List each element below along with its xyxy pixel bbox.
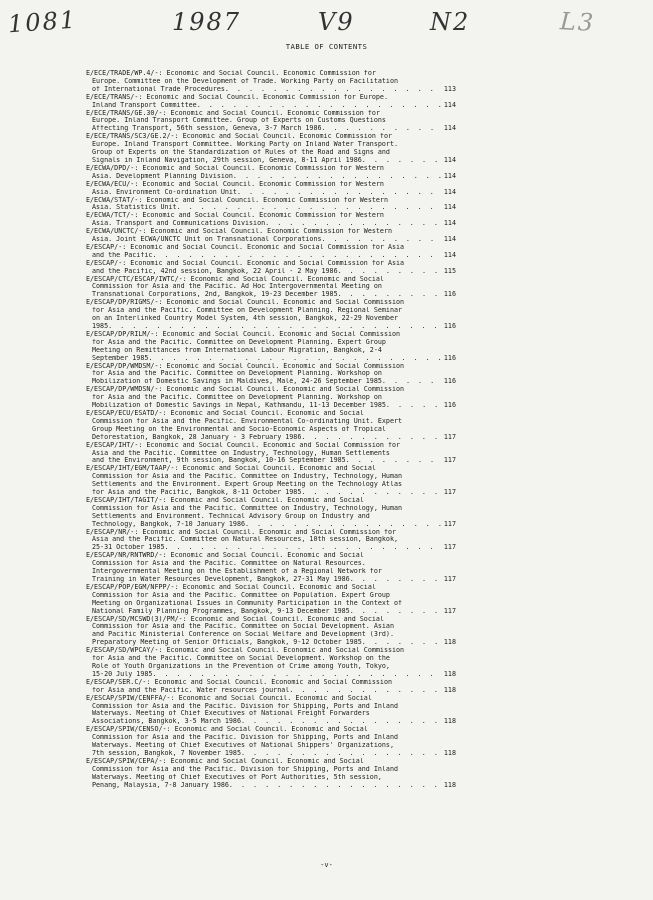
toc-entry-text: E/ECE/TRANS/-: Economic and Social Council. Economic Commission for Europe. [86,93,388,101]
toc-entry-line [86,133,456,141]
toc-entry-text: Meeting on Remittances from International Labour Migration, Bangkok, 2-4 [92,346,382,354]
toc-entry-line [86,283,456,291]
toc-entry [86,94,456,110]
toc-entry [86,679,456,695]
toc-entry-text: Commission for Asia and the Pacific. Committee on Industry, Technology, Human [92,504,403,512]
dot-leader [322,125,443,133]
toc-entry-line [86,584,456,592]
toc-entry [86,70,456,94]
toc-entry-text: Asia. Statistics Unit [92,204,177,212]
toc-entry-line [86,418,456,426]
toc-entry [86,165,456,181]
toc-entry-text: E/ESCAP/IHT/TAGIT/-: Economic and Social Council. Economic and Social [86,496,364,504]
toc-entry-text: Transnational Corporations, 2nd, Bangkok, 19-23 December 1985 [92,291,338,299]
table-of-contents [86,70,456,789]
toc-entry-line [86,703,456,711]
toc-entry-text: Commission for Asia and the Pacific. Division for Shipping, Ports and Inland [92,734,398,742]
handwritten-note-3: V9 [318,8,355,36]
toc-entry-line [86,386,456,394]
toc-entry-text: Europe. Inland Transport Committee. Group of Experts on Customs Questions [92,117,386,125]
toc-entry-line [86,710,456,718]
toc-entry-text: Inland Transport Committee [92,101,197,109]
toc-entry-text: Role of Youth Organizations in the Prevention of Crime among Youth, Tokyo, [92,662,390,670]
toc-entry-line [86,426,456,434]
toc-entry-line [86,465,456,473]
toc-entry-text: of International Trade Procedures [92,85,225,93]
toc-page-number: 116 [443,290,456,299]
toc-entry-text: Commission for Asia and the Pacific. Committee on Social Development. Asian [92,623,394,631]
toc-page-number: 117 [443,519,456,528]
toc-entry-text: Mobilization of Domestic Savings in Nepal, Kathmandu, 11-13 December 1985 [92,402,386,410]
toc-entry-line [86,608,456,616]
dot-leader [338,291,442,299]
toc-entry [86,181,456,197]
toc-entry-text: Associations, Bangkok, 3-5 March 1986 [92,718,241,726]
toc-entry-text: for Asia and the Pacific. Committee on Development Planning. Expert Group [92,338,386,346]
toc-entry-text: Europe. Committee on the Development of Trade. Working Party on Facilitation [92,77,398,85]
toc-entry [86,212,456,228]
toc-entry [86,260,456,276]
toc-entry-line [86,655,456,663]
toc-entry [86,299,456,331]
toc-entry-line [86,252,456,260]
toc-entry [86,244,456,260]
toc-entry-text: for Asia and the Pacific. Committee on Development Planning. Regional Seminar [92,307,403,315]
toc-entry [86,442,456,466]
toc-entry-line [86,457,456,465]
dot-leader [245,521,442,529]
dot-leader [350,608,442,616]
toc-entry-text: Asia and the Pacific. Committee on Natural Resources, 10th session, Bangkok, [92,536,398,544]
toc-entry-line [86,228,456,236]
toc-entry-text: E/ESCAP/SPIW/CENSO/-: Economic and Social Council. Economic and Social [86,726,368,734]
toc-entry-text: E/ECWA/ECU/-: Economic and Social Council. Economic Commission for Western [86,180,384,188]
toc-entry-line [86,291,456,299]
toc-entry-text: Commission for Asia and the Pacific. Committee on Population. Expert Group [92,591,390,599]
toc-page-number: 116 [443,353,456,362]
toc-entry-line [86,276,456,284]
toc-entry-line [86,260,456,268]
toc-entry-text: 1985 [92,323,109,330]
toc-entry-text: Deforestation, Bangkok, 28 January - 3 February 1986 [92,433,302,441]
toc-entry-line [86,370,456,378]
toc-page-number: 114 [443,219,456,228]
toc-entry-text: E/ESCAP/DP/RILM/-: Economic and Social Council. Economic and Social Commission [86,330,401,338]
toc-entry-line [86,663,456,671]
toc-entry-line [86,220,456,228]
toc-entry-line [86,323,456,331]
toc-entry-line [86,141,456,149]
toc-entry [86,133,456,165]
toc-entry-text: 25-31 October 1985 [92,544,165,552]
toc-entry-line [86,521,456,529]
toc-entry-line [86,86,456,94]
toc-entry [86,552,456,584]
toc-entry-line [86,307,456,315]
toc-page-number: 114 [443,100,456,109]
toc-entry-line [86,434,456,442]
toc-entry-text: Commission for Asia and the Pacific. Committee on Industry, Technology, Human [92,473,403,481]
toc-entry-line [86,410,456,418]
toc-page-number: 113 [443,84,456,93]
toc-page-number: 117 [443,543,456,552]
toc-entry-text: Waterways. Meeting of Chief Executives of Port Authorities, 5th session, [92,773,382,781]
toc-entry-line [86,102,456,110]
toc-entry-text: E/ESCAP/NR/RNTWRD/-: Economic and Social Council. Economic and Social [86,552,364,560]
toc-entry-line [86,70,456,78]
toc-entry-line [86,442,456,450]
toc-entry-text: E/ESCAP/POP/EGM/NFPP/-: Economic and Social Council. Economic and Social [86,583,376,591]
dot-leader [152,671,442,679]
toc-entry-line [86,244,456,252]
toc-entry-text: E/ECWA/UNCTC/-: Economic and Social Council. Economic Commission for Western [86,228,392,236]
toc-page-number: 118 [443,748,456,757]
toc-entry [86,695,456,727]
toc-entry-line [86,774,456,782]
toc-page-number: 117 [443,456,456,465]
toc-entry-text: E/ESCAP/NR/-: Economic and Social Council. Economic and Social Commission for [86,528,397,536]
toc-entry-text: Asia. Development Planning Division [92,172,233,180]
toc-page-number: 118 [443,780,456,789]
dot-leader [301,434,442,442]
toc-entry [86,465,456,497]
toc-entry-text: Commission for Asia and the Pacific. Ad Hoc Intergovernmental Meeting on [92,283,382,291]
toc-entry-line [86,181,456,189]
toc-entry-line [86,173,456,181]
toc-entry-line [86,536,456,544]
dot-leader [237,189,442,197]
dot-leader [289,687,442,695]
toc-entry [86,529,456,553]
toc-page-number: 114 [443,203,456,212]
toc-entry-text: Asia. Joint ECWA/UNCTC Unit on Transnational Corporations [92,236,322,244]
toc-entry-text: E/ECE/TRANS/SC3/GE.2/-: Economic and Social Council. Economic Commission for [86,133,392,141]
toc-entry-text: and the Environment, 9th session, Bangkok, 10-16 September 1985 [92,457,346,465]
toc-entry-line [86,592,456,600]
toc-entry-text: for Asia and the Pacific. Water resources journal [92,686,290,694]
dot-leader [346,457,442,465]
dot-leader [197,102,442,110]
toc-entry-text: E/ESCAP/IHT/-: Economic and Social Council. Economic and Social Commission for [86,441,401,449]
toc-entry [86,386,456,410]
toc-entry [86,758,456,790]
dot-leader [338,268,442,276]
toc-entry-line [86,157,456,165]
toc-entry [86,410,456,442]
toc-entry [86,616,456,648]
toc-page-number: 114 [443,187,456,196]
toc-entry-line [86,78,456,86]
toc-entry-line [86,481,456,489]
dot-leader [362,639,442,647]
toc-entry-line [86,489,456,497]
toc-entry-line [86,600,456,608]
toc-entry-line [86,576,456,584]
toc-entry-line [86,647,456,655]
toc-entry-text: Group Meeting on the Environmental and Socio-Economic Aspects of Tropical [92,425,386,433]
toc-entry-text: September 1985 [92,354,149,362]
toc-entry-text: E/ECE/TRANS/GE.30/-: Economic and Social Council. Economic Commission for [86,109,380,117]
toc-entry-line [86,639,456,647]
toc-entry-text: E/ESCAP/SD/MCSWD(3)/PM/-: Economic and Social Council. Economic and Social [86,615,384,623]
toc-entry-text: Commission for Asia and the Pacific. Environmental Co-ordinating Unit. Expert [92,417,403,425]
toc-page-number: 118 [443,669,456,678]
toc-entry-line [86,679,456,687]
toc-entry-text: Meeting on Organizational Issues in Community Participation in the Context of [92,599,403,607]
toc-entry-text: Waterways. Meeting of Chief Executives of National Freight Forwarders [92,710,370,718]
toc-entry-text: 7th session, Bangkok, 7 November 1985 [92,749,241,757]
toc-entry-text: Training in Water Resources Development, Bangkok, 27-31 May 1986 [92,576,350,583]
dot-leader [386,402,442,410]
toc-page-number: 117 [443,488,456,497]
toc-page-number: 117 [443,432,456,441]
toc-entry-line [86,766,456,774]
dot-leader [301,489,442,497]
toc-entry-text: E/ECE/TRADE/WP.4/-: Economic and Social Council. Economic Commission for [86,70,376,77]
toc-entry-text: Mobilization of Domestic Savings in Maldives, Malé, 24-26 September 1985 [92,378,382,386]
toc-entry-text: Preparatory Meeting of Senior Officials, Bangkok, 9-12 October 1985 [92,639,362,647]
toc-entry-text: Waterways. Meeting of Chief Executives of National Shippers' Organizations, [92,742,394,750]
toc-entry-text: Technology, Bangkok, 7-10 January 1986 [92,520,245,528]
toc-entry-line [86,742,456,750]
toc-page-number: 114 [443,124,456,133]
toc-entry [86,726,456,758]
toc-entry-line [86,331,456,339]
dot-leader [229,782,442,790]
toc-entry [86,228,456,244]
handwritten-note-5: L3 [559,7,596,37]
toc-entry [86,276,456,300]
dot-leader [265,220,442,228]
toc-entry-line [86,363,456,371]
toc-entry-line [86,718,456,726]
dot-leader [177,204,442,212]
toc-page-number: 115 [443,266,456,275]
toc-entry [86,197,456,213]
dot-leader [152,252,442,260]
toc-entry-text: E/ESCAP/-: Economic and Social Council. Economic and Social Commission for Asia [86,259,405,267]
toc-entry-text: E/ESCAP/SD/WPCAY/-: Economic and Social Council. Economic and Social Commission [86,647,405,655]
dot-leader [233,173,442,181]
toc-page-number: 118 [443,685,456,694]
toc-page-number: 114 [443,171,456,180]
toc-entry-line [86,189,456,197]
toc-entry-line [86,117,456,125]
toc-page-number: 118 [443,638,456,647]
toc-entry-line [86,299,456,307]
dot-leader [164,544,442,552]
toc-entry-line [86,782,456,790]
toc-entry-line [86,568,456,576]
toc-entry-text: Settlements and Environment. Technical Advisory Group on Industry and [92,512,370,520]
dot-leader [241,718,442,726]
toc-entry-text: Group of Experts on the Standardization of Rules of the Road and Signs and [92,149,390,157]
toc-entry-line [86,204,456,212]
toc-entry-text: for Asia and the Pacific. Committee on Social Development. Workshop on the [92,655,390,663]
toc-entry-line [86,347,456,355]
handwritten-note-2: 1987 [172,8,242,36]
toc-page-number: 114 [443,155,456,164]
toc-entry [86,497,456,529]
toc-entry-line [86,125,456,133]
toc-entry-text: E/ESCAP/DP/WMDSN/-: Economic and Social Council. Economic and Social Commission [86,386,405,394]
toc-entry-text: for Asia and the Pacific. Committee on Development Planning. Workshop on [92,370,382,378]
toc-entry-text: E/ECWA/STAT/-: Economic and Social Council. Economic Commission for Western [86,196,388,204]
toc-entry-text: Affecting Transport, 56th session, Geneva, 3-7 March 1986 [92,125,322,133]
toc-entry-line [86,394,456,402]
page-number-footer: -v- [320,861,333,869]
toc-entry-text: and the Pacific [92,251,153,259]
dot-leader [382,378,442,386]
toc-entry-line [86,616,456,624]
toc-page-number: 117 [443,575,456,583]
dot-leader [108,323,442,331]
toc-page-number: 114 [443,235,456,244]
toc-entry-text: and Pacific Ministerial Conference on Social Welfare and Development (3rd). [92,631,394,639]
toc-entry-text: National Family Planning Programmes, Bangkok, 9-13 December 1985 [92,607,350,615]
toc-entry-text: Commission for Asia and the Pacific. Committee on Natural Resources. [92,560,366,568]
toc-entry-line [86,560,456,568]
toc-page-number: 118 [443,717,456,726]
toc-entry-line [86,505,456,513]
dot-leader [322,236,443,244]
toc-entry-line [86,165,456,173]
toc-entry-text: Signals in Inland Navigation, 29th session, Geneva, 8-11 April 1986 [92,156,362,164]
toc-entry-line [86,378,456,386]
toc-entry-text: Asia. Environment Co-ordination Unit [92,188,237,196]
toc-entry-line [86,687,456,695]
toc-entry-text: Europe. Inland Transport Committee. Working Party on Inland Water Transport. [92,141,398,149]
toc-entry [86,110,456,134]
toc-entry-line [86,497,456,505]
toc-entry-text: Penang, Malaysia, 7-8 January 1986 [92,781,229,789]
toc-entry-line [86,315,456,323]
toc-entry-line [86,513,456,521]
toc-entry-line [86,552,456,560]
toc-entry-text: and the Pacific, 42nd session, Bangkok, 22 April - 2 May 1986 [92,267,338,275]
toc-entry-line [86,623,456,631]
toc-entry-text: E/ESCAP/CTC/ESCAP/IWTC/-: Economic and Social Council. Economic and Social [86,275,384,283]
toc-entry-line [86,529,456,537]
toc-entry-text: E/ECWA/TCT/-: Economic and Social Council. Economic Commission for Western [86,212,384,220]
toc-entry-line [86,110,456,118]
toc-entry-text: E/ESCAP/ECU/ESATD/-: Economic and Social Council. Economic and Social [86,409,364,417]
toc-entry-text: E/ECWA/DPD/-: Economic and Social Council. Economic Commission for Western [86,164,384,172]
toc-entry-line [86,758,456,766]
toc-entry-line [86,94,456,102]
toc-entry-line [86,473,456,481]
toc-entry-line [86,355,456,363]
toc-entry-line [86,212,456,220]
toc-entry-text: 15-20 July 1985 [92,670,153,678]
toc-entry-line [86,268,456,276]
toc-entry [86,363,456,387]
handwritten-note-1: 1081 [7,5,78,39]
toc-entry-text: Asia and the Pacific. Committee on Industry, Technology, Human Settlements [92,449,390,457]
toc-entry-text: E/ESCAP/SPIW/CEPA/-: Economic and Social Council. Economic and Social [86,757,364,765]
toc-entry-line [86,631,456,639]
toc-entry-text: Intergovernmental Meeting on the Establishment of a Regional Network for [92,568,382,576]
toc-entry-text: Settlements and the Environment. Expert Group Meeting on the Technology Atlas [92,481,403,489]
toc-entry-text: on an Interlinked Country Model System, 4th session, Bangkok, 22-29 November [92,315,398,323]
toc-entry-text: Commission for Asia and the Pacific. Division for Shipping, Ports and Inland [92,702,398,710]
toc-entry-text: for Asia and the Pacific. Committee on Development Planning. Workshop on [92,394,382,402]
dot-leader [362,157,442,165]
page-title: TABLE OF CONTENTS [285,42,368,51]
toc-entry-line [86,750,456,758]
toc-entry [86,584,456,616]
toc-entry-line [86,197,456,205]
toc-entry-text: Commission for Asia and the Pacific. Division for Shipping, Ports and Inland [92,765,398,773]
toc-entry-text: E/ESCAP/DP/RIGMS/-: Economic and Social Council. Economic and Social Commission [86,299,405,307]
toc-entry-text: Asia. Transport and Communications Division [92,220,266,228]
toc-entry [86,647,456,679]
toc-entry-text: E/ESCAP/-: Economic and Social Council. Economic and Social Commission for Asia [86,243,405,251]
toc-page-number: 117 [443,606,456,615]
toc-entry-text: E/ESCAP/IHT/EGM/TAAP/-: Economic and Social Council. Economic and Social [86,465,376,473]
dot-leader [225,86,442,94]
toc-entry-line [86,339,456,347]
toc-entry-text: E/ESCAP/DP/WMDSM/-: Economic and Social Council. Economic and Social Commission [86,362,405,370]
handwritten-note-4: N2 [430,8,471,36]
toc-page-number: 116 [443,377,456,386]
dot-leader [148,355,442,363]
toc-entry-line [86,236,456,244]
toc-entry-line [86,695,456,703]
toc-entry-line [86,450,456,458]
toc-entry-line [86,402,456,410]
toc-entry-text: for Asia and the Pacific, Bangkok, 8-11 October 1985 [92,489,302,497]
toc-entry-text: E/ESCAP/SPIW/CENFFA/-: Economic and Social Council. Economic and Social [86,694,372,702]
toc-page-number: 116 [443,322,456,330]
toc-page-number: 116 [443,401,456,410]
toc-page-number: 114 [443,250,456,259]
toc-entry-line [86,734,456,742]
toc-entry [86,331,456,363]
dot-leader [350,576,442,584]
dot-leader [241,750,442,758]
toc-entry-line [86,149,456,157]
toc-entry-line [86,671,456,679]
toc-entry-line [86,544,456,552]
toc-entry-line [86,726,456,734]
toc-entry-text: E/ESCAP/SER.C/-: Economic and Social Council. Economic and Social Commission [86,678,392,686]
